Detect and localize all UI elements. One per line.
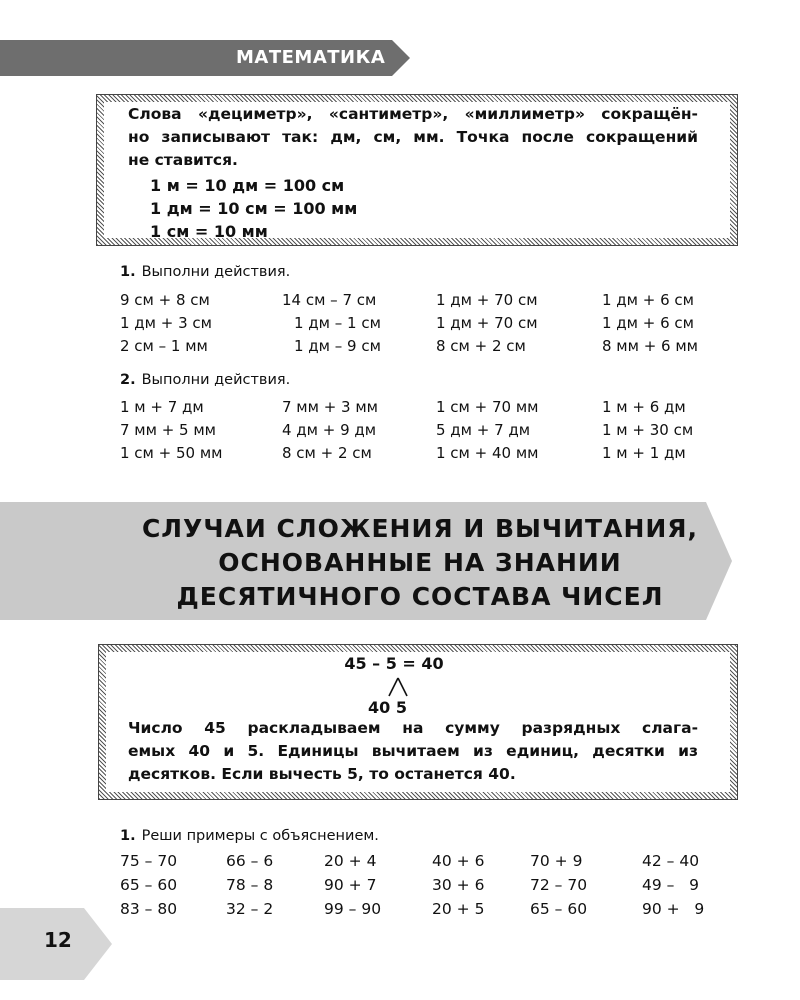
task3-cell: 90 + 7 xyxy=(324,876,377,894)
rule-line-3: не ставится. xyxy=(128,151,238,169)
split-line-right xyxy=(398,678,407,696)
task3-cell: 20 + 5 xyxy=(432,900,485,918)
task1-cell: 1 дм + 70 см xyxy=(436,314,538,332)
task3-title: Реши примеры с объяснением. xyxy=(141,828,379,844)
example-line-3: десятков. Если вычесть 5, то останется 40. xyxy=(128,765,516,783)
task2-cell: 1 м + 30 см xyxy=(602,421,694,439)
task1-heading xyxy=(120,264,290,280)
task2-cell: 1 м + 1 дм xyxy=(602,444,686,462)
formula-centimeter: 1 см = 10 мм xyxy=(150,222,268,241)
section-title xyxy=(110,512,730,614)
task3-cell: 30 + 6 xyxy=(432,876,485,894)
task3-cell: 49 – 9 xyxy=(642,876,700,894)
task2-cell: 1 м + 7 дм xyxy=(120,398,204,416)
task3-cell: 42 – 40 xyxy=(642,852,700,870)
task3-cell: 32 – 2 xyxy=(226,900,274,918)
task1-cell: 8 см + 2 см xyxy=(436,337,526,355)
task2-cell: 4 дм + 9 дм xyxy=(282,421,377,439)
task1-cell: 9 см + 8 см xyxy=(120,291,210,309)
task3-cell: 99 – 90 xyxy=(324,900,382,918)
task2-cell: 1 см + 40 мм xyxy=(436,444,539,462)
task2-cell: 5 дм + 7 дм xyxy=(436,421,531,439)
task2-cell: 7 мм + 5 мм xyxy=(120,421,216,439)
task2-heading xyxy=(120,372,290,388)
task1-cell: 2 см – 1 мм xyxy=(120,337,208,355)
rule-text xyxy=(128,103,698,172)
split-numbers: 40 5 xyxy=(368,698,407,717)
task3-cell: 65 – 60 xyxy=(530,900,588,918)
task3-cell: 40 + 6 xyxy=(432,852,485,870)
task1-cell: 1 дм – 9 см xyxy=(294,337,381,355)
split-line-left xyxy=(389,678,398,696)
task3-heading xyxy=(120,828,379,844)
section-title-line-2: ОСНОВАННЫЕ НА ЗНАНИИ xyxy=(218,548,622,577)
task3-cell: 75 – 70 xyxy=(120,852,178,870)
page-number: 12 xyxy=(44,928,72,952)
task3-number: 1. xyxy=(120,828,136,844)
formula-decimeter: 1 дм = 10 см = 100 мм xyxy=(150,199,358,218)
task3-cell: 66 – 6 xyxy=(226,852,274,870)
task1-cell: 1 дм + 3 см xyxy=(120,314,212,332)
example-text xyxy=(128,717,698,786)
rule-line-1: Слова «дециметр», «сантиметр», «миллиметр» сокращён- xyxy=(128,105,698,123)
task2-cell: 1 м + 6 дм xyxy=(602,398,686,416)
task1-number: 1. xyxy=(120,264,136,280)
task1-cell: 14 см – 7 см xyxy=(282,291,377,309)
task3-cell: 83 – 80 xyxy=(120,900,178,918)
task2-number: 2. xyxy=(120,372,136,388)
subject-title: МАТЕМАТИКА xyxy=(236,47,386,68)
task1-cell: 1 дм + 6 см xyxy=(602,314,694,332)
example-equation: 45 – 5 = 40 xyxy=(344,654,444,673)
task2-cell: 1 см + 70 мм xyxy=(436,398,539,416)
task1-cell: 1 дм – 1 см xyxy=(294,314,381,332)
task1-cell: 1 дм + 6 см xyxy=(602,291,694,309)
task1-title: Выполни действия. xyxy=(141,264,291,280)
section-title-line-1: СЛУЧАИ СЛОЖЕНИЯ И ВЫЧИТАНИЯ, xyxy=(141,514,699,543)
task3-cell: 20 + 4 xyxy=(324,852,377,870)
split-lines xyxy=(386,676,410,698)
example-line-2: емых 40 и 5. Единицы вычитаем из единиц, десятки из xyxy=(128,742,698,760)
section-title-line-3: ДЕСЯТИЧНОГО СОСТАВА ЧИСЕЛ xyxy=(176,582,664,611)
formula-meter: 1 м = 10 дм = 100 см xyxy=(150,176,345,195)
task1-cell: 8 мм + 6 мм xyxy=(602,337,698,355)
task3-cell: 78 – 8 xyxy=(226,876,274,894)
rule-line-2: но записывают так: дм, см, мм. Точка после сокращений xyxy=(128,128,698,146)
task3-cell: 90 + 9 xyxy=(642,900,705,918)
task2-cell: 1 см + 50 мм xyxy=(120,444,223,462)
example-line-1: Число 45 раскладываем на сумму разрядных слага- xyxy=(128,719,698,737)
task3-cell: 72 – 70 xyxy=(530,876,588,894)
task3-cell: 70 + 9 xyxy=(530,852,583,870)
task2-cell: 8 см + 2 см xyxy=(282,444,372,462)
task2-cell: 7 мм + 3 мм xyxy=(282,398,378,416)
task3-cell: 65 – 60 xyxy=(120,876,178,894)
task1-cell: 1 дм + 70 см xyxy=(436,291,538,309)
task2-title: Выполни действия. xyxy=(141,372,291,388)
